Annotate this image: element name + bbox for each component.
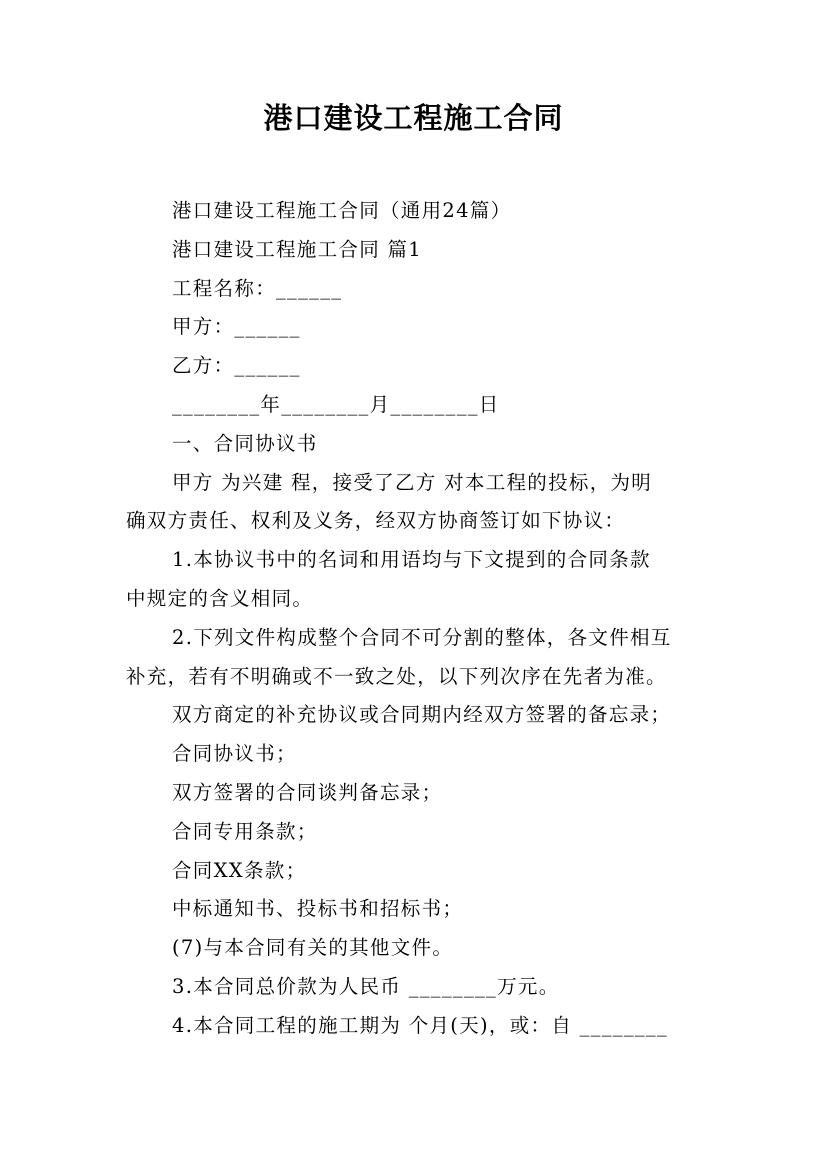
- paragraph-line: 合同XX条款；: [172, 858, 307, 882]
- paragraph-line: 工程名称：______: [172, 276, 343, 300]
- paragraph-line: 1.本协议书中的名词和用语均与下文提到的合同条款: [172, 548, 651, 572]
- paragraph-line: 甲方 为兴建 程，接受了乙方 对本工程的投标，为明: [172, 470, 653, 494]
- paragraph-line: 合同协议书；: [172, 742, 297, 766]
- paragraph-line: 补充，若有不明确或不一致之处，以下列次序在先者为准。: [126, 664, 667, 688]
- paragraph-line: 港口建设工程施工合同（通用24篇）: [172, 199, 512, 222]
- paragraph-line: 双方商定的补充协议或合同期内经双方签署的备忘录；: [172, 703, 672, 727]
- paragraph-line: 合同专用条款；: [172, 819, 318, 843]
- paragraph-line: (7)与本合同有关的其他文件。: [172, 936, 454, 960]
- paragraph-line: 2.下列文件构成整个合同不可分割的整体，各文件相互: [172, 625, 672, 649]
- document-body: [126, 192, 706, 1046]
- document-title: 港口建设工程施工合同: [263, 101, 564, 135]
- paragraph-line: 4.本合同工程的施工期为 个月(天)，或：自 ________: [172, 1013, 669, 1037]
- paragraph-line: 双方签署的合同谈判备忘录；: [172, 780, 443, 804]
- paragraph-line: 中标通知书、投标书和招标书；: [172, 897, 464, 921]
- paragraph-line: 中规定的含义相同。: [126, 586, 314, 610]
- paragraph-line: 3.本合同总价款为人民币 ________万元。: [172, 974, 560, 998]
- paragraph-line: 确双方责任、权利及义务，经双方协商签订如下协议：: [126, 509, 626, 533]
- paragraph-line: 乙方：______: [172, 354, 301, 378]
- paragraph-line: 港口建设工程施工合同 篇1: [172, 237, 423, 261]
- paragraph-line: 一、合同协议书: [172, 431, 318, 455]
- paragraph-line: ________年________月________日: [172, 392, 500, 416]
- paragraph-line: 甲方：______: [172, 315, 301, 339]
